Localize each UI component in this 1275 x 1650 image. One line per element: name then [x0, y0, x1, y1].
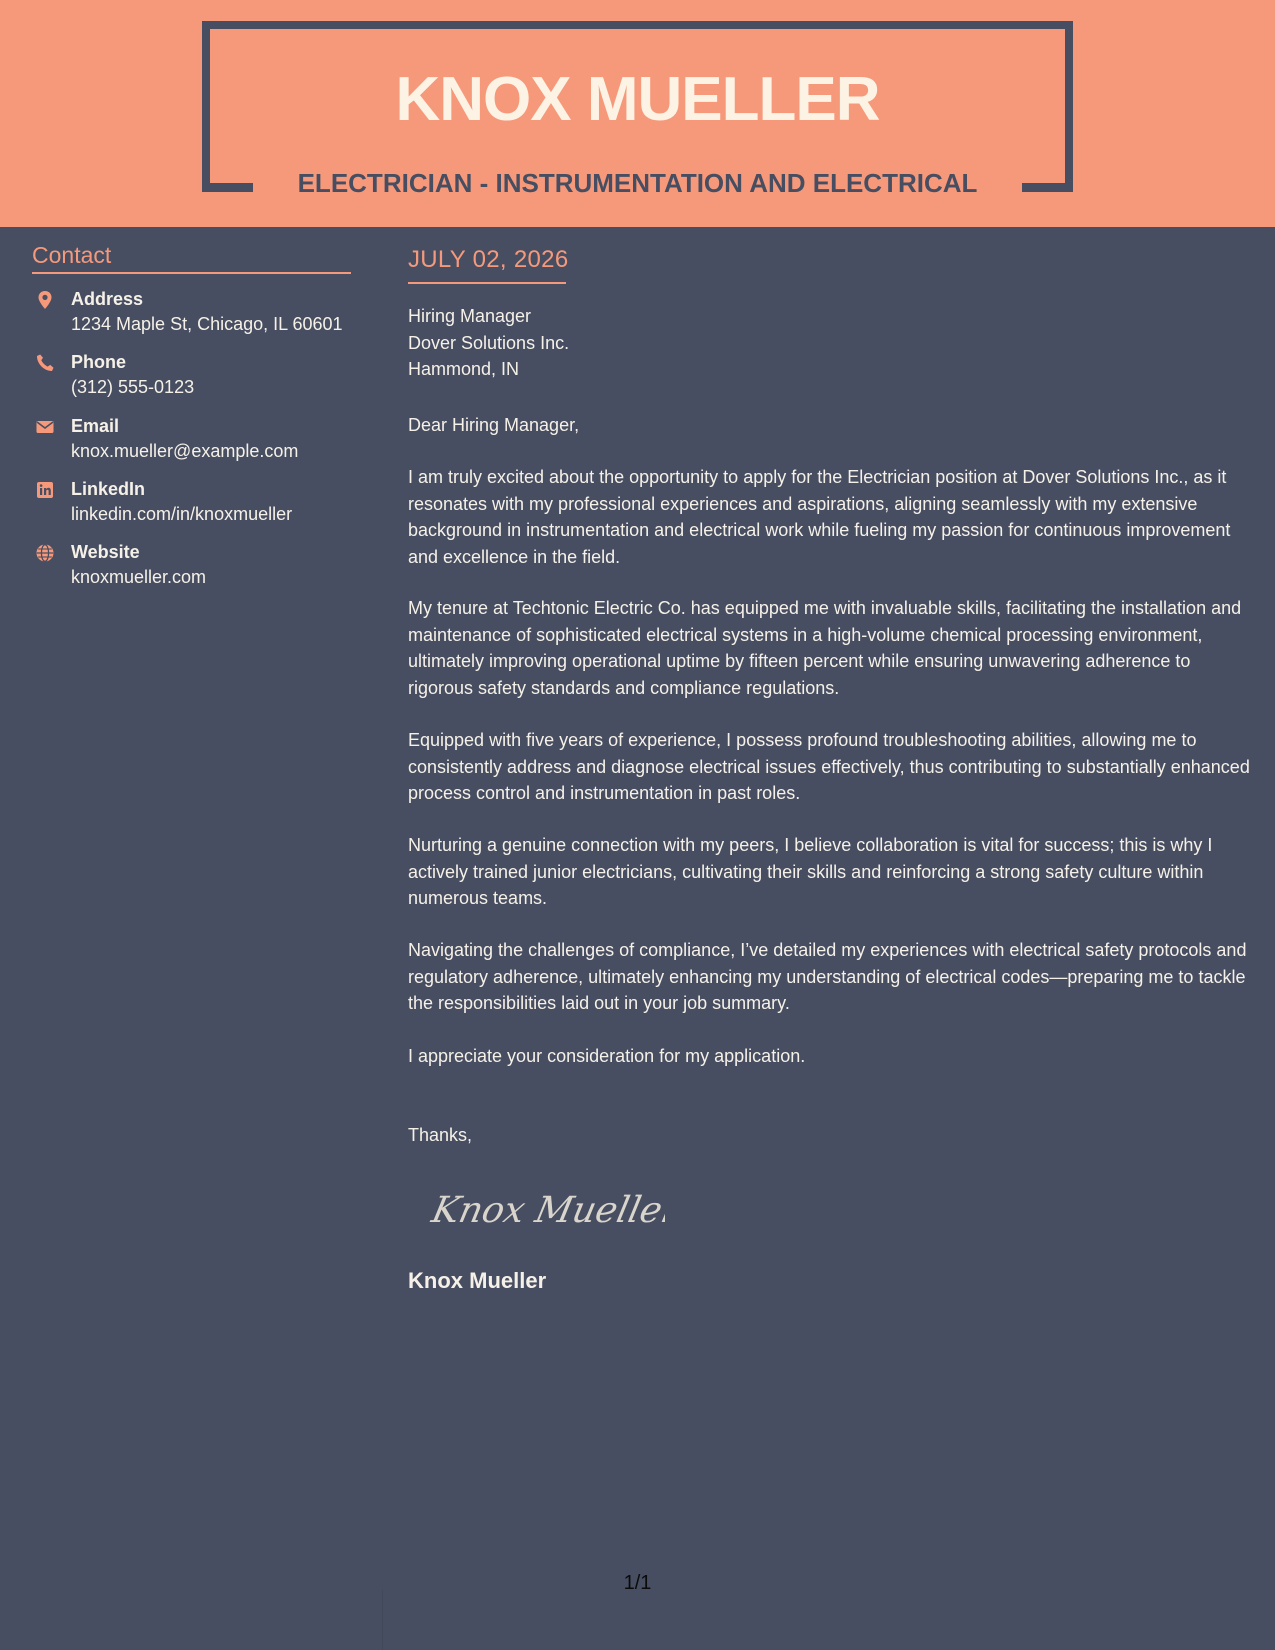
- job-title: ELECTRICIAN - INSTRUMENTATION AND ELECTRICAL: [297, 168, 978, 198]
- contact-label: Phone: [71, 352, 127, 372]
- closing: Thanks,: [408, 1125, 473, 1145]
- paragraph-2: My tenure at Techtonic Electric Co. has equipped me with invaluable skills, facilitating the installation and maintenance of sophisticated electrical systems in a high-volume chemical processing environment, ultimately improving operational uptime by fifteen percent while ensuring unwavering adherence to rigorous safety standards and compliance regulations.: [408, 598, 1242, 698]
- contact-label: Website: [71, 542, 140, 562]
- contact-address: [32, 286, 362, 346]
- paragraph-4: Nurturing a genuine connection with my peers, I believe collaboration is vital for success; this is why I actively trained junior electricians, cultivating their skills and reinforcing a strong safety culture within numerous teams.: [408, 835, 1213, 908]
- contact-email: [32, 413, 362, 473]
- contact-linkedin[interactable]: [32, 476, 362, 536]
- signer-name: Knox Mueller: [408, 1268, 547, 1293]
- frame-border-foot-left: [202, 183, 253, 192]
- recipient-block: [408, 303, 569, 383]
- contact-label: Email: [71, 416, 120, 436]
- contact-value[interactable]: linkedin.com/in/knoxmueller: [71, 504, 293, 524]
- salutation: Dear Hiring Manager,: [408, 415, 580, 435]
- date-underline: [408, 282, 566, 284]
- frame-border-top: [202, 21, 1073, 29]
- contact-label: Address: [71, 289, 144, 309]
- paragraph-3: Equipped with five years of experience, I possess profound troubleshooting abilities, allowing me to consistently address and diagnose electrical issues effectively, thus contributing to substantially enhanced process control and instrumentation in past roles.: [408, 730, 1250, 803]
- header-banner: [0, 0, 1275, 227]
- contact-value: 1234 Maple St, Chicago, IL 60601: [71, 314, 343, 334]
- map-pin-icon: [35, 290, 55, 310]
- handwritten-signature: [425, 1180, 665, 1240]
- paragraph-6: I appreciate your consideration for my application.: [408, 1046, 806, 1066]
- contact-value[interactable]: knoxmueller.com: [71, 567, 207, 587]
- column-divider: [382, 1590, 383, 1650]
- letter-date: JULY 02, 2026: [408, 246, 569, 273]
- contact-value: (312) 555-0123: [71, 377, 195, 397]
- contact-label: LinkedIn: [71, 479, 146, 499]
- phone-icon: [35, 353, 55, 373]
- recipient-name: Hiring Manager: [408, 306, 532, 326]
- globe-icon: [35, 543, 55, 563]
- contact-phone: [32, 349, 362, 409]
- page-number: 1/1: [623, 1572, 652, 1594]
- frame-border-foot-right: [1022, 183, 1073, 192]
- contact-website[interactable]: [32, 539, 362, 599]
- recipient-location: Hammond, IN: [408, 359, 520, 379]
- paragraph-5: Navigating the challenges of compliance, I’ve detailed my experiences with electrical safety protocols and regulatory adherence, ultimately enhancing my understanding of electrical codes—preparing me to tackle the responsibilities laid out in your job summary.: [408, 940, 1247, 1013]
- envelope-icon: [35, 417, 55, 437]
- signature-text: Knox Mueller: [428, 1188, 665, 1231]
- applicant-name: KNOX MUELLER: [395, 65, 880, 134]
- linkedin-icon: [35, 480, 55, 500]
- contact-heading: Contact: [32, 242, 112, 268]
- contact-value: knox.mueller@example.com: [71, 441, 299, 461]
- contact-divider: [32, 272, 351, 274]
- recipient-company: Dover Solutions Inc.: [408, 332, 570, 353]
- paragraph-1: I am truly excited about the opportunity to apply for the Electrician position at Dover Solutions Inc., as it resonates with my professional experiences and aspirations, aligning seamlessly with my extensive background in instrumentation and electrical work while fueling my passion for continuous improvement and excellence in the field.: [408, 467, 1231, 567]
